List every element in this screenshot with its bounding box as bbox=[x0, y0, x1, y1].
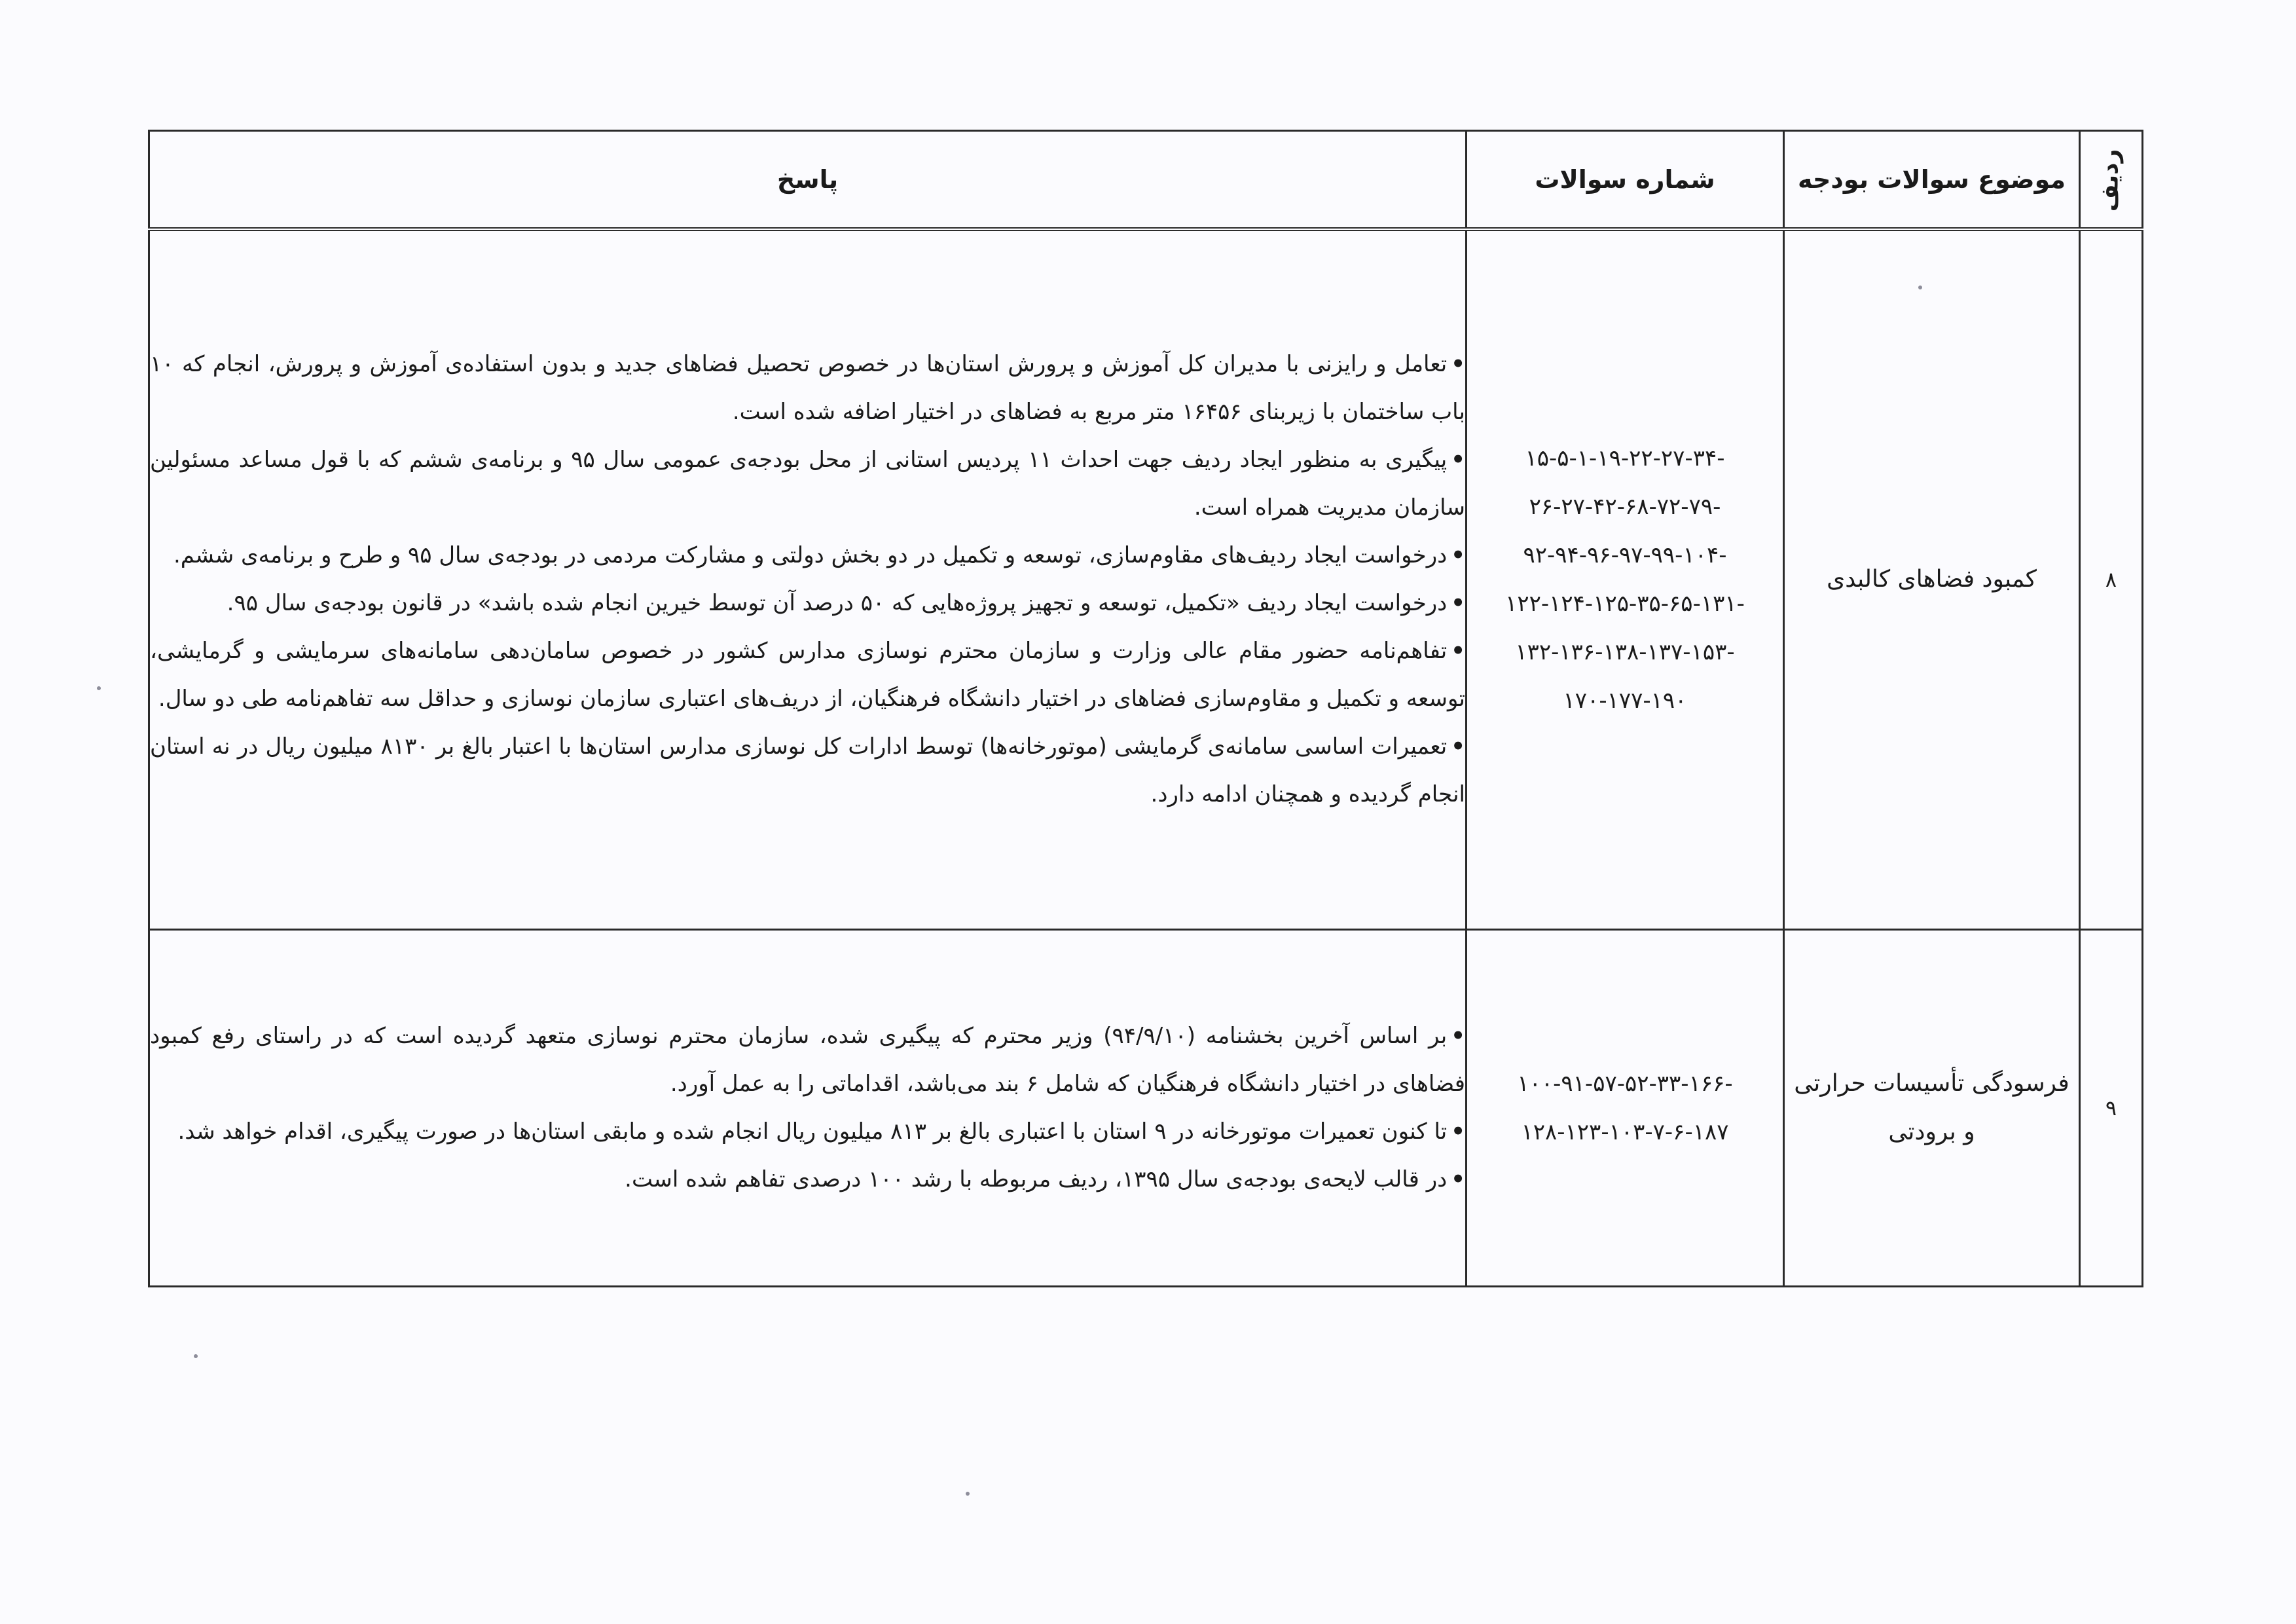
row-question-numbers bbox=[1467, 229, 1784, 930]
header-row-number bbox=[2080, 131, 2143, 229]
answer-bullet bbox=[150, 580, 1465, 627]
question-numbers-line: -۹۲-۹۴-۹۶-۹۷-۹۹-۱۰۴ bbox=[1523, 542, 1727, 569]
question-numbers-line: ۱۷۰-۱۷۷-۱۹۰ bbox=[1563, 688, 1687, 714]
header-row-number-label: ردیف bbox=[2096, 149, 2124, 212]
answer-bullet bbox=[150, 532, 1465, 580]
row-answer bbox=[149, 229, 1467, 930]
row-number: ۹ bbox=[2080, 930, 2143, 1287]
answer-bullet bbox=[150, 1108, 1465, 1156]
answer-text: تعامل و رایزنی با مدیران کل آموزش و پرورش استان‌ها در خصوص تحصیل فضاهای جدید و بدون استفاده‌ی آموزش و پرورش، انجام که ۱۰ باب ساختمان با زیربنای ۱۶۴۵۶ متر مربع به فضاهای در اختیار اضافه شده است. bbox=[150, 351, 1465, 426]
table-row bbox=[149, 930, 2143, 1287]
answer-bullet bbox=[150, 723, 1465, 819]
bullet-icon: • bbox=[1451, 542, 1465, 569]
question-numbers-line: -۱۲۲-۱۲۴-۱۲۵-۳۵-۶۵-۱۳۱ bbox=[1505, 591, 1745, 618]
answer-bullet bbox=[150, 627, 1465, 723]
answer-bullet bbox=[150, 436, 1465, 532]
answer-text: درخواست ایجاد ردیف «تکمیل، توسعه و تجهیز پروژه‌هایی که ۵۰ درصد آن توسط خیرین انجام شده باشد» در قانون بودجه‌ی سال ۹۵. bbox=[227, 590, 1448, 617]
table-header-row bbox=[149, 131, 2143, 229]
bullet-icon: • bbox=[1451, 638, 1465, 665]
row-subject: فرسودگی تأسیسات حرارتی و برودتی bbox=[1784, 930, 2080, 1287]
row-answer bbox=[149, 930, 1467, 1287]
question-numbers-line: -۱۳۲-۱۳۶-۱۳۸-۱۳۷-۱۵۳ bbox=[1515, 639, 1735, 666]
answer-text: درخواست ایجاد ردیف‌های مقاوم‌سازی، توسعه و تکمیل در دو بخش دولتی و مشارکت مردمی در بودجه‌ی سال ۹۵ و طرح و برنامه‌ی ششم. bbox=[173, 542, 1448, 569]
scan-speck bbox=[1918, 286, 1922, 289]
answer-text: تفاهم‌نامه حضور مقام عالی وزارت و سازمان محترم نوسازی مدارس کشور در خصوص سامان‌دهی سامانه‌های سرمایشی و گرمایشی، توسعه و تکمیل و مقاوم‌سازی فضاهای در اختیار دانشگاه فرهنگیان، از دریف‌های اعتباری سازمان نوسازی و حداقل سه تفاهم‌نامه طی دو سال. bbox=[150, 638, 1465, 712]
table-row bbox=[149, 229, 2143, 930]
header-answer: پاسخ bbox=[149, 131, 1467, 229]
question-numbers-line: -۱۵-۵-۱-۱۹-۲۲-۲۷-۳۴ bbox=[1525, 445, 1725, 472]
question-numbers-line: -۱۰۰-۹۱-۵۷-۵۲-۳۳-۱۶۶ bbox=[1517, 1071, 1733, 1097]
answer-bullet bbox=[150, 1012, 1465, 1108]
scan-speck bbox=[97, 686, 101, 690]
budget-questions-table bbox=[148, 130, 2143, 1287]
bullet-icon: • bbox=[1451, 590, 1465, 617]
bullet-icon: • bbox=[1451, 1118, 1465, 1145]
answer-text: در قالب لایحه‌ی بودجه‌ی سال ۱۳۹۵، ردیف مربوطه با رشد ۱۰۰ درصدی تفاهم شده است. bbox=[625, 1166, 1448, 1192]
bullet-icon: • bbox=[1451, 351, 1465, 378]
scan-speck bbox=[194, 1354, 198, 1358]
answer-bullet bbox=[150, 1156, 1465, 1204]
header-question-numbers: شماره سوالات bbox=[1467, 131, 1784, 229]
answer-text: پیگیری به منظور ایجاد ردیف جهت احداث ۱۱ پردیس استانی از محل بودجه‌ی عمومی سال ۹۵ و برنامه‌ی ششم که با قول مساعد مسئولین سازمان مدیریت همراه است. bbox=[150, 447, 1465, 521]
header-subject: موضوع سوالات بودجه bbox=[1784, 131, 2080, 229]
answer-bullet bbox=[150, 341, 1465, 436]
question-numbers-line: -۲۶-۲۷-۴۲-۶۸-۷۲-۷۹ bbox=[1529, 494, 1721, 521]
bullet-icon: • bbox=[1451, 447, 1465, 473]
answer-text: بر اساس آخرین بخشنامه (۹۴/۹/۱۰) وزیر محترم که پیگیری شده، سازمان محترم نوسازی متعهد گردیده است که در راستای رفع کمبود فضاهای در اختیار دانشگاه فرهنگیان که شامل ۶ بند می‌باشد، اقداماتی را به عمل آورد. bbox=[150, 1023, 1465, 1097]
row-question-numbers bbox=[1467, 930, 1784, 1287]
scan-speck bbox=[966, 1492, 970, 1496]
bullet-icon: • bbox=[1451, 733, 1466, 760]
bullet-icon: • bbox=[1451, 1023, 1465, 1049]
question-numbers-line: ۱۲۸-۱۲۳-۱۰۳-۷-۶-۱۸۷ bbox=[1521, 1119, 1729, 1145]
answer-text: تعمیرات اساسی سامانه‌ی گرمایشی (موتورخانه‌ها) توسط ادارات کل نوسازی مدارس استان‌ها با اعتبار بالغ بر ۸۱۳۰ میلیون ریال در نه استان انجام گردیده و همچنان ادامه دارد. bbox=[150, 733, 1465, 808]
bullet-icon: • bbox=[1451, 1166, 1465, 1192]
answer-text: تا کنون تعمیرات موتورخانه در ۹ استان با اعتباری بالغ بر ۸۱۳ میلیون ریال انجام شده و مابقی استان‌ها در صورت پیگیری، اقدام خواهد شد. bbox=[177, 1118, 1448, 1145]
row-subject: کمبود فضاهای کالبدی bbox=[1784, 229, 2080, 930]
row-number: ۸ bbox=[2080, 229, 2143, 930]
